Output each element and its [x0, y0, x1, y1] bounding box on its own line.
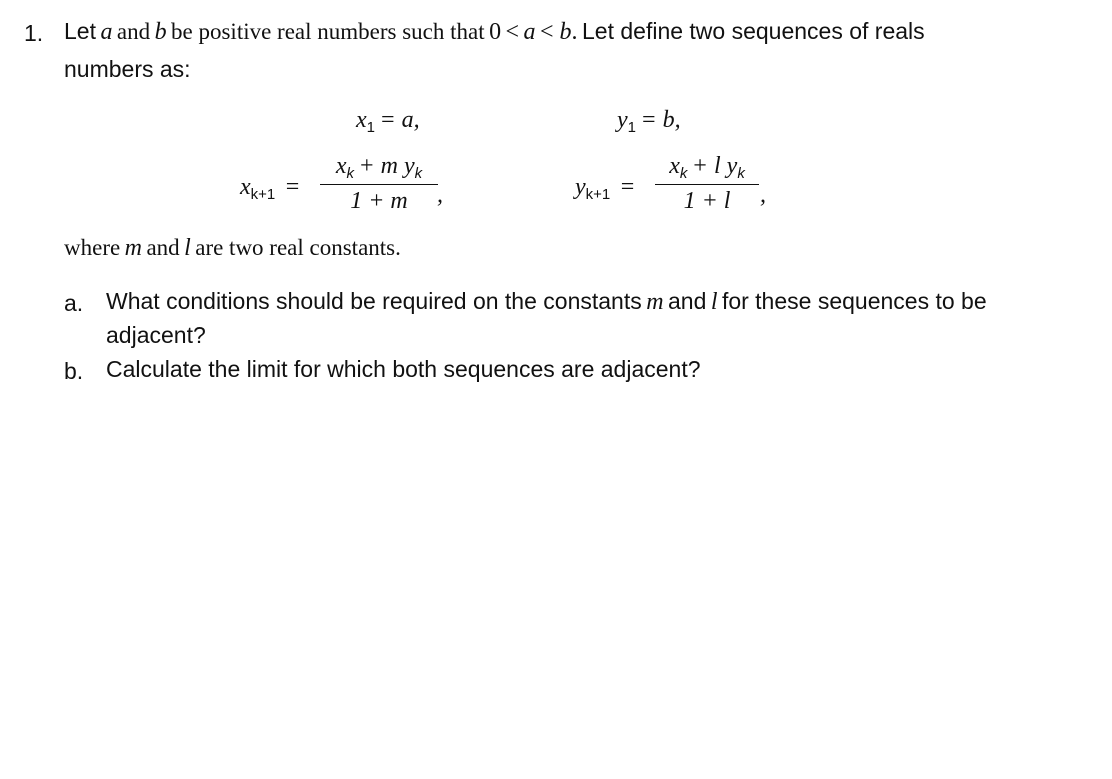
part-a-text-post: for these sequences to be	[721, 288, 987, 314]
x-num-mid: + m y	[358, 153, 415, 179]
fraction-x	[320, 153, 438, 215]
fraction-x-bar	[320, 184, 438, 185]
equation-yk1-lhs	[575, 174, 634, 201]
x1-sub: 1	[366, 119, 375, 136]
xk1-var: x	[240, 174, 251, 200]
x-num-sub2: k	[414, 165, 423, 182]
x-num-sub: k	[346, 165, 354, 182]
x-comma: ,	[437, 182, 443, 208]
xk1-equals: =	[285, 174, 300, 200]
equation-xk1-lhs	[240, 174, 299, 201]
x1-var: x	[356, 107, 367, 133]
var-a: a	[100, 19, 113, 45]
part-a-var-l: l	[710, 289, 718, 315]
part-a-label: a.	[64, 290, 84, 316]
part-a-var-m: m	[646, 289, 664, 315]
less-than-1: <	[505, 19, 520, 45]
equation-y1	[617, 107, 681, 134]
y1-var: y	[617, 107, 628, 133]
y-num-mid: + l y	[691, 153, 738, 179]
x1-rhs: = a,	[379, 107, 420, 133]
fraction-y	[655, 153, 759, 215]
y-num-sub: k	[679, 165, 688, 182]
var-b: b	[154, 19, 167, 45]
text-where: where	[64, 235, 121, 260]
y-num-sub2: k	[737, 165, 745, 182]
part-b-label: b.	[64, 358, 84, 384]
fraction-x-numerator	[320, 153, 438, 180]
text-and: and	[116, 19, 151, 44]
var-a-ineq: a	[523, 19, 536, 45]
problem-number: 1.	[24, 20, 44, 46]
fraction-x-denominator: 1 + m	[350, 188, 408, 214]
text-and-2: and	[146, 235, 180, 260]
fraction-y-bar	[655, 184, 759, 185]
part-a-line-2: adjacent?	[106, 322, 206, 348]
equation-x1	[356, 107, 420, 134]
part-b-text: Calculate the limit for which both sequences are adjacent?	[106, 356, 701, 382]
part-a-line-1	[106, 288, 987, 316]
problem-statement-line-2: numbers as:	[64, 56, 191, 82]
y-num-var: x	[669, 153, 680, 179]
var-b-ineq: b	[559, 19, 572, 45]
var-l: l	[184, 235, 191, 261]
num-zero: 0	[489, 19, 502, 45]
text-positive-reals: be positive real numbers such that	[171, 19, 485, 44]
where-line	[64, 235, 401, 262]
yk1-sub: k+1	[585, 186, 611, 203]
xk1-sub: k+1	[250, 186, 276, 203]
fraction-y-denominator: 1 + l	[683, 188, 731, 214]
period: .	[571, 19, 578, 45]
text-let: Let	[64, 18, 96, 44]
y1-sub: 1	[627, 119, 636, 136]
less-than-2: <	[540, 19, 554, 45]
part-a-text-pre: What conditions should be required on the constants	[106, 288, 642, 314]
y1-rhs: = b,	[640, 107, 681, 133]
x-num-var: x	[335, 153, 347, 179]
text-define-sequences: Let define two sequences of reals	[582, 18, 925, 44]
y-comma: ,	[760, 182, 766, 208]
yk1-equals: =	[620, 174, 635, 200]
text-constants: are two real constants.	[195, 235, 401, 260]
yk1-var: y	[575, 174, 586, 200]
var-m: m	[124, 235, 142, 261]
fraction-y-numerator	[655, 153, 759, 180]
part-a-and: and	[667, 288, 707, 314]
problem-statement-line-1	[64, 18, 925, 46]
